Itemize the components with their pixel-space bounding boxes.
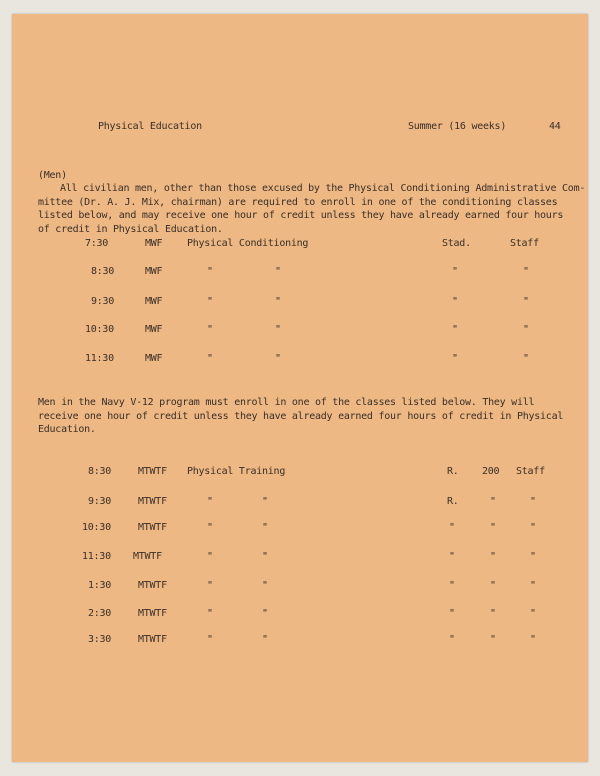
- time-cell: 7:30: [85, 238, 109, 249]
- table-row: [12, 496, 588, 510]
- paragraph-line: receive one hour of credit unless they have already earned four hours of credit in Physical: [38, 410, 564, 422]
- course-cell: ": [207, 296, 213, 307]
- building-cell: ": [449, 551, 455, 562]
- days-cell: MWF: [145, 324, 163, 335]
- table-row: [12, 634, 588, 648]
- room-cell: ": [490, 608, 496, 619]
- ditto-cell: ": [275, 266, 281, 277]
- days-cell: MTWTF: [138, 522, 167, 533]
- course-cell: ": [207, 324, 213, 335]
- instructor-cell: ": [530, 496, 536, 507]
- page-number: 44: [549, 121, 561, 132]
- paragraph-line: All civilian men, other than those excused by the Physical Conditioning Administrative Com-: [60, 183, 586, 194]
- course-cell: Physical Conditioning: [187, 238, 309, 249]
- instructor-cell: ": [523, 266, 529, 277]
- ditto-cell: ": [275, 324, 281, 335]
- course-cell: ": [207, 551, 213, 562]
- paragraph-line: mittee (Dr. A. J. Mix, chairman) are required to enroll in one of the conditioning classes: [38, 196, 558, 208]
- building-cell: ": [449, 634, 455, 645]
- instructor-cell: Staff: [516, 466, 545, 477]
- table-row: [12, 522, 588, 536]
- time-cell: 8:30: [91, 266, 115, 277]
- course-cell: ": [207, 266, 213, 277]
- place-cell: ": [452, 296, 458, 307]
- ditto-cell: ": [275, 353, 281, 364]
- room-cell: ": [490, 496, 496, 507]
- department-heading: Physical Education: [98, 121, 202, 132]
- instructor-cell: Staff: [510, 238, 539, 249]
- days-cell: MWF: [145, 296, 163, 307]
- paragraph-line: of credit in Physical Education.: [38, 223, 223, 235]
- days-cell: MWF: [145, 353, 163, 364]
- building-cell: ": [449, 580, 455, 591]
- document-page: [12, 14, 588, 762]
- time-cell: 10:30: [85, 324, 114, 335]
- time-cell: 8:30: [88, 466, 112, 477]
- instructor-cell: ": [523, 353, 529, 364]
- navy-paragraph: [38, 396, 563, 437]
- ditto-cell: ": [262, 634, 268, 645]
- room-cell: 200: [482, 466, 500, 477]
- ditto-cell: ": [262, 580, 268, 591]
- instructor-cell: ": [530, 580, 536, 591]
- instructor-cell: ": [530, 608, 536, 619]
- room-cell: ": [490, 551, 496, 562]
- place-cell: ": [452, 324, 458, 335]
- time-cell: 10:30: [82, 522, 111, 533]
- course-cell: ": [207, 580, 213, 591]
- instructor-cell: ": [530, 551, 536, 562]
- men-label: (Men): [38, 170, 67, 181]
- time-cell: 11:30: [85, 353, 114, 364]
- days-cell: MTWTF: [138, 466, 167, 477]
- table-row: [12, 296, 588, 310]
- place-cell: ": [452, 266, 458, 277]
- building-cell: R.: [447, 466, 459, 477]
- place-cell: ": [452, 353, 458, 364]
- time-cell: 1:30: [88, 580, 112, 591]
- course-cell: ": [207, 522, 213, 533]
- paragraph-line: Men in the Navy V-12 program must enroll in one of the classes listed below. They will: [38, 397, 535, 408]
- ditto-cell: ": [262, 496, 268, 507]
- course-cell: ": [207, 353, 213, 364]
- table-row: [12, 324, 588, 338]
- instructor-cell: ": [530, 522, 536, 533]
- time-cell: 3:30: [88, 634, 112, 645]
- instructor-cell: ": [523, 296, 529, 307]
- time-cell: 9:30: [88, 496, 112, 507]
- ditto-cell: ": [275, 296, 281, 307]
- table-row: [12, 551, 588, 565]
- building-cell: R.: [447, 496, 459, 507]
- civilian-paragraph: [38, 182, 585, 236]
- table-row: [12, 353, 588, 367]
- ditto-cell: ": [262, 608, 268, 619]
- ditto-cell: ": [262, 522, 268, 533]
- paragraph-line: listed below, and may receive one hour of credit unless they have already earned four hours: [38, 210, 564, 221]
- time-cell: 11:30: [82, 551, 111, 562]
- days-cell: MTWTF: [138, 580, 167, 591]
- building-cell: ": [449, 522, 455, 533]
- days-cell: MTWTF: [138, 496, 167, 507]
- days-cell: MWF: [145, 238, 163, 249]
- days-cell: MTWTF: [138, 634, 167, 645]
- table-row: [12, 580, 588, 594]
- time-cell: 2:30: [88, 608, 112, 619]
- course-cell: Physical Training: [187, 466, 286, 477]
- room-cell: ": [490, 522, 496, 533]
- table-row: [12, 466, 588, 480]
- days-cell: MWF: [145, 266, 163, 277]
- term-heading: Summer (16 weeks): [408, 121, 507, 132]
- room-cell: ": [490, 580, 496, 591]
- course-cell: ": [207, 608, 213, 619]
- paragraph-line: Education.: [38, 424, 96, 435]
- building-cell: ": [449, 608, 455, 619]
- course-cell: ": [207, 496, 213, 507]
- table-row: [12, 266, 588, 280]
- instructor-cell: ": [523, 324, 529, 335]
- place-cell: Stad.: [442, 238, 471, 249]
- days-cell: MTWTF: [138, 608, 167, 619]
- table-row: [12, 238, 588, 252]
- days-cell: MTWTF: [133, 551, 162, 562]
- time-cell: 9:30: [91, 296, 115, 307]
- course-cell: ": [207, 634, 213, 645]
- room-cell: ": [490, 634, 496, 645]
- table-row: [12, 608, 588, 622]
- ditto-cell: ": [262, 551, 268, 562]
- instructor-cell: ": [530, 634, 536, 645]
